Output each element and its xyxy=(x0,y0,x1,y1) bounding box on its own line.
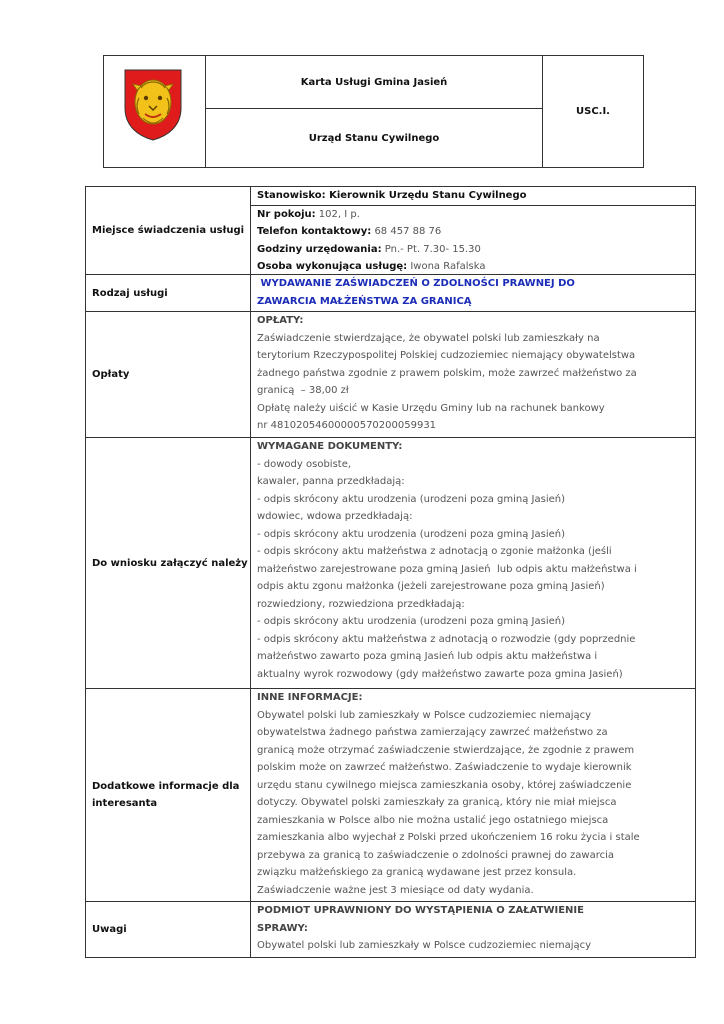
header-table xyxy=(103,55,644,168)
office-name: Urząd Stanu Cywilnego xyxy=(308,132,440,144)
document-line: odpis aktu zgonu małżonka (jeżeli zarejestrowane poza gminą Jasień) xyxy=(257,581,605,592)
label-additional-info xyxy=(86,689,251,901)
content-fees xyxy=(251,312,695,437)
label-additional-line1: Dodatkowe informacje dla xyxy=(92,781,240,792)
additional-line: polskim może on zawrzeć małżeństwo. Zaświadczenie to wydaje kierownik xyxy=(257,762,632,773)
document-line: - odpis skrócony aktu małżeństwa z adnotacją o rozwodzie (gdy poprzednie xyxy=(257,633,636,645)
section-documents xyxy=(86,438,695,689)
document-line: - dowody osobiste, xyxy=(257,458,352,470)
label-fees: Opłaty xyxy=(86,312,251,437)
position-text: Stanowisko: Kierownik Urzędu Stanu Cywilnego xyxy=(257,190,527,201)
section-fees xyxy=(86,312,695,438)
additional-line: dotyczy. Obywatel polski zamieszkały za granicą, który nie miał miejsca xyxy=(257,797,617,808)
document-line: - odpis skrócony aktu urodzenia (urodzeni poza gminą Jasień) xyxy=(257,616,565,627)
hours-row xyxy=(251,241,695,259)
additional-line: związku małżeńskiego za granicą wydawane jest przez konsula. xyxy=(257,867,577,878)
additional-line: obywatelstwa żadnego państwa zamierzający zawrzeć małżeństwo za xyxy=(257,727,608,738)
document-line: rozwiedziony, rozwiedziona przedkładają: xyxy=(257,598,465,610)
fees-line: Zaświadczenie stwierdzające, że obywatel polski lub zamieszkały na xyxy=(257,332,600,344)
coat-of-arms-icon xyxy=(123,68,183,142)
fees-line: granicą – 38,00 zł xyxy=(257,385,349,396)
fees-line: Opłatę należy uiścić w Kasie Urzędu Gminy lub na rachunek bankowy xyxy=(257,402,605,414)
additional-line: zamieszkania albo wyjechał z Polski przed ukończeniem 16 roku życia i stale xyxy=(257,832,640,843)
room-value: 102, I p. xyxy=(315,208,360,220)
label-documents: Do wniosku załączyć należy xyxy=(86,438,251,688)
additional-line: Obywatel polski lub zamieszkały w Polsce cudzoziemiec niemający xyxy=(257,709,592,721)
additional-line: urzędu stanu cywilnego miejsca zamieszkania osoby, której zaświadczenie xyxy=(257,779,632,791)
document-line: wdowiec, wdowa przedkładają: xyxy=(257,511,413,522)
section-location xyxy=(86,187,695,275)
document-line: - odpis skrócony aktu urodzenia (urodzeni poza gminą Jasień) xyxy=(257,528,565,540)
phone-row xyxy=(251,223,695,241)
section-additional-info xyxy=(86,689,695,902)
document-line: kawaler, panna przedkładają: xyxy=(257,476,405,487)
service-name-line2: ZAWARCIA MAŁŻEŃSTWA ZA GRANICĄ xyxy=(257,295,472,307)
service-name-line1: WYDAWANIE ZAŚWIADCZEŃ O ZDOLNOŚCI PRAWNEJ DO xyxy=(257,278,575,289)
room-row xyxy=(251,206,695,224)
document-line: - odpis skrócony aktu urodzenia (urodzeni poza gminą Jasień) xyxy=(257,493,565,505)
remarks-line: Obywatel polski lub zamieszkały w Polsce cudzoziemiec niemający xyxy=(257,940,592,951)
hours-value: Pn.- Pt. 7.30- 15.30 xyxy=(381,243,481,255)
card-title: Karta Usługi Gmina Jasień xyxy=(206,56,542,109)
header-middle xyxy=(206,56,543,167)
additional-line: przebywa za granicą to zaświadczenie o zdolności prawnej do zawarcia xyxy=(257,849,615,861)
bank-account: nr 48102054600000570200059931 xyxy=(257,420,437,431)
hours-key: Godziny urzędowania: xyxy=(257,243,382,255)
documents-heading: WYMAGANE DOKUMENTY: xyxy=(257,441,403,452)
label-location: Miejsce świadczenia usługi xyxy=(86,187,251,274)
logo-cell xyxy=(104,56,206,167)
document-line: małżeństwo zarejestrowane poza gminą Jasień lub odpis aktu małżeństwa i xyxy=(257,563,637,575)
additional-line: zamieszkania w Polsce albo nie można ustalić jego ostatniego miejsca xyxy=(257,814,609,826)
remarks-heading-line1: PODMIOT UPRAWNIONY DO WYSTĄPIENIA O ZAŁATWIENIE xyxy=(257,905,584,916)
position-row xyxy=(251,187,695,206)
additional-line: Zaświadczenie ważne jest 3 miesiące od daty wydania. xyxy=(257,884,534,896)
additional-line: granicą może otrzymać zaświadczenie stwierdzające, że zgodnie z prawem xyxy=(257,744,635,756)
document-line: aktualny wyrok rozwodowy (gdy małżeństwo zawarte poza gmina Jasień) xyxy=(257,668,623,680)
fees-line: żadnego państwa zgodnie z prawem polskim, może zawrzeć małżeństwo za xyxy=(257,367,637,379)
label-remarks: Uwagi xyxy=(86,902,251,957)
person-value: Iwona Rafalska xyxy=(407,261,486,272)
phone-key: Telefon kontaktowy: xyxy=(257,226,372,237)
content-remarks xyxy=(251,902,695,957)
fees-line: terytorium Rzeczypospolitej Polskiej cudzoziemiec niemający obywatelstwa xyxy=(257,350,636,361)
fees-heading: OPŁATY: xyxy=(257,315,304,326)
content-documents xyxy=(251,438,695,688)
document-line: - odpis skrócony aktu małżeństwa z adnotacją o zgonie małżonka (jeśli xyxy=(257,546,612,557)
person-key: Osoba wykonująca usługę: xyxy=(257,261,408,272)
document-line: małżeństwo zawarto poza gminą Jasień lub odpis aktu małżeństwa i xyxy=(257,651,598,662)
section-remarks xyxy=(86,902,695,957)
additional-heading: INNE INFORMACJE: xyxy=(257,692,363,703)
room-key: Nr pokoju: xyxy=(257,208,316,220)
card-code: USC.I. xyxy=(576,106,610,117)
label-additional-line2: interesanta xyxy=(92,798,158,809)
content-location xyxy=(251,187,695,274)
service-table xyxy=(85,186,696,958)
person-row xyxy=(251,258,695,276)
phone-value: 68 457 88 76 xyxy=(371,226,442,237)
content-additional-info xyxy=(251,689,695,901)
content-service-type xyxy=(251,275,695,311)
section-service-type xyxy=(86,275,695,312)
label-service-type: Rodzaj usługi xyxy=(86,275,251,311)
remarks-heading-line2: SPRAWY: xyxy=(257,922,308,934)
